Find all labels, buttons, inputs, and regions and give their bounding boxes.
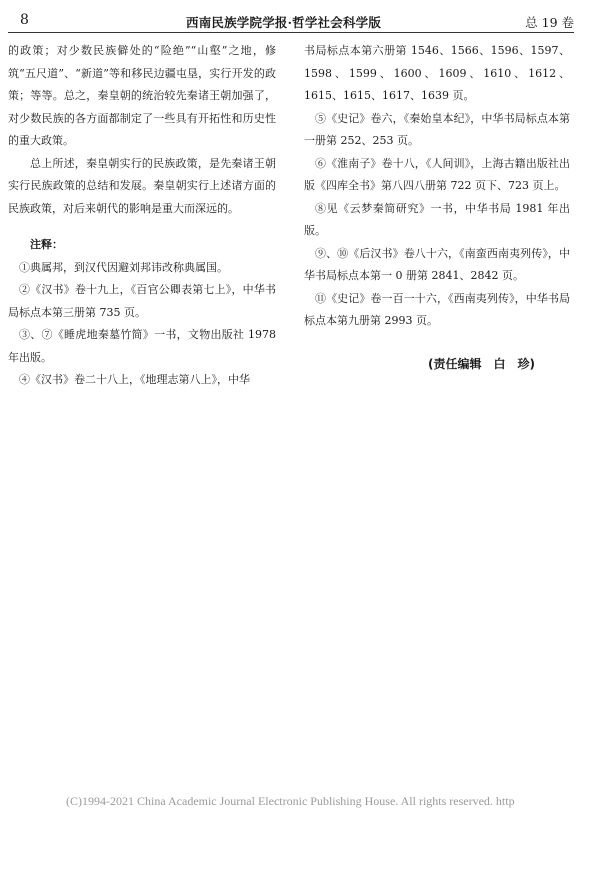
- note-3-7: ③、⑦《睡虎地秦墓竹简》一书，文物出版社 1978 年出版。: [8, 328, 276, 364]
- left-column: [8, 40, 276, 392]
- right-column: [304, 40, 570, 333]
- page-number: 8: [20, 12, 29, 28]
- notes-heading: 注释：: [30, 238, 63, 251]
- header-rule: [8, 32, 574, 33]
- note-4: ④《汉书》卷二十八上，《地理志第八上》，中华: [19, 373, 250, 386]
- note-5: ⑤《史记》卷六，《秦始皇本纪》，中华书局标点本第一册第 252、253 页。: [304, 111, 570, 147]
- body-paragraph-2: 总上所述，秦皇朝实行的民族政策，是先秦诸王朝实行民族政策的总结和发展。秦皇朝实行上述诸方面的民族政策，对后来朝代的影响是重大而深远的。: [8, 156, 276, 215]
- body-paragraph-1: 的政策；对少数民族僻处的“险绝”“山壑”之地，修筑“五尺道”、“新道”等和移民边疆屯垦，实行开发的政策；等等。总之，秦皇朝的统治较先秦诸王朝加强了，对少数民族的各方面都制定了一些具有开拓性和历史性的重大政策。: [8, 44, 276, 147]
- note-11: ⑪《史记》卷一百一十六，《西南夷列传》，中华书局标点本第九册第 2993 页。: [304, 291, 570, 327]
- note-8: ⑧见《云梦秦简研究》一书，中华书局 1981 年出版。: [304, 201, 570, 237]
- note-2: ②《汉书》卷十九上，《百官公卿表第七上》，中华书局标点本第三册第 735 页。: [8, 283, 276, 319]
- note-4-continued: 书局标点本第六册第 1546、1566、1596、1597、1598、1599、1600、1609、1610、1612、1615、1615、1617、1639 页。: [304, 44, 570, 102]
- note-9-10: ⑨、⑩《后汉书》卷八十六，《南蛮西南夷列传》，中华书局标点本第一 0 册第 2841、2842 页。: [304, 246, 570, 282]
- note-6: ⑥《淮南子》卷十八，《人间训》，上海古籍出版社出版《四库全书》第八四八册第 722 页下、723 页上。: [304, 156, 570, 192]
- journal-title: 西南民族学院学报·哲学社会科学版: [186, 15, 382, 30]
- volume-label: 总 19 卷: [525, 15, 574, 30]
- page-header: [8, 8, 574, 34]
- copyright-footer: (C)1994-2021 China Academic Journal Electronic Publishing House. All rights reserved. http: [66, 794, 515, 808]
- responsible-editor: (责任编辑 白 珍): [428, 357, 535, 371]
- note-1: ①典属邦，到汉代因避刘邦讳改称典属国。: [19, 260, 228, 274]
